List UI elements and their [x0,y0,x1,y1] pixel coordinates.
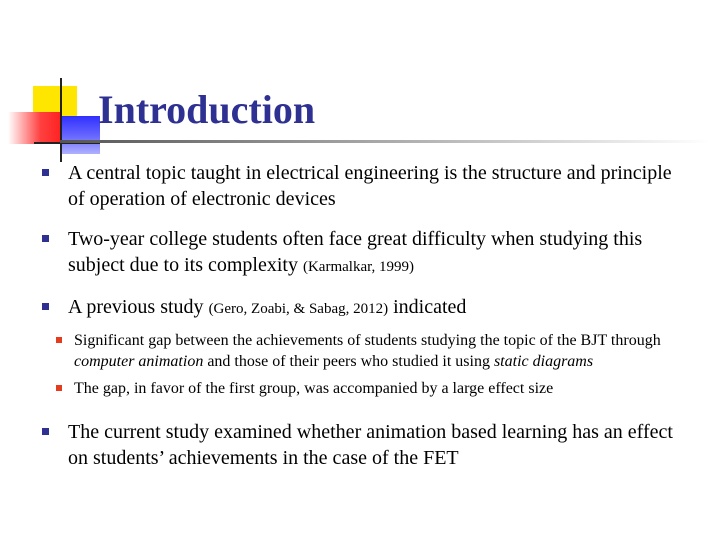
red-square-bullet-icon [56,337,62,343]
bullet-text: A previous study [68,296,209,318]
bullet-item [42,294,692,322]
slide-title: Introduction [98,87,316,132]
subbullet-list [42,330,692,399]
citation: (Karmalkar, 1999) [302,259,414,275]
square-bullet-icon [42,235,49,242]
bullet-text: The current study examined whether animation based learning has an effect on students’ achievements in the case of the FET [68,421,673,469]
bullet-list [42,160,692,485]
square-bullet-icon [42,428,49,435]
decorative-squares-logo [0,72,110,162]
subbullet-italic: computer animation [74,353,204,370]
bullet-text: A central topic taught in electrical engineering is the structure and principle of operation of electronic devices [68,162,672,210]
title-underline [60,140,710,143]
subbullet-text: The gap, in favor of the first group, was accompanied by a large effect size [74,380,554,397]
bullet-item [42,160,692,212]
subbullet-item [42,330,692,372]
bullet-text-after: indicated [388,296,467,318]
red-square-bullet-icon [56,385,62,391]
bullet-item [42,419,692,471]
logo-vertical-line [60,78,62,162]
square-bullet-icon [42,169,49,176]
square-bullet-icon [42,303,49,310]
subbullet-text: and those of their peers who studied it using [203,353,494,370]
subbullet-text: Significant gap between the achievements of students studying the topic of the BJT through [74,332,661,349]
blue-square [62,116,100,154]
subbullet-italic: static diagrams [493,353,594,370]
bullet-text: Two-year college students often face great difficulty when studying this subject due to its complexity [68,228,643,276]
red-square [8,112,62,144]
citation: (Gero, Zoabi, & Sabag, 2012) [208,301,389,317]
subbullet-item [42,378,692,399]
bullet-item [42,226,692,280]
